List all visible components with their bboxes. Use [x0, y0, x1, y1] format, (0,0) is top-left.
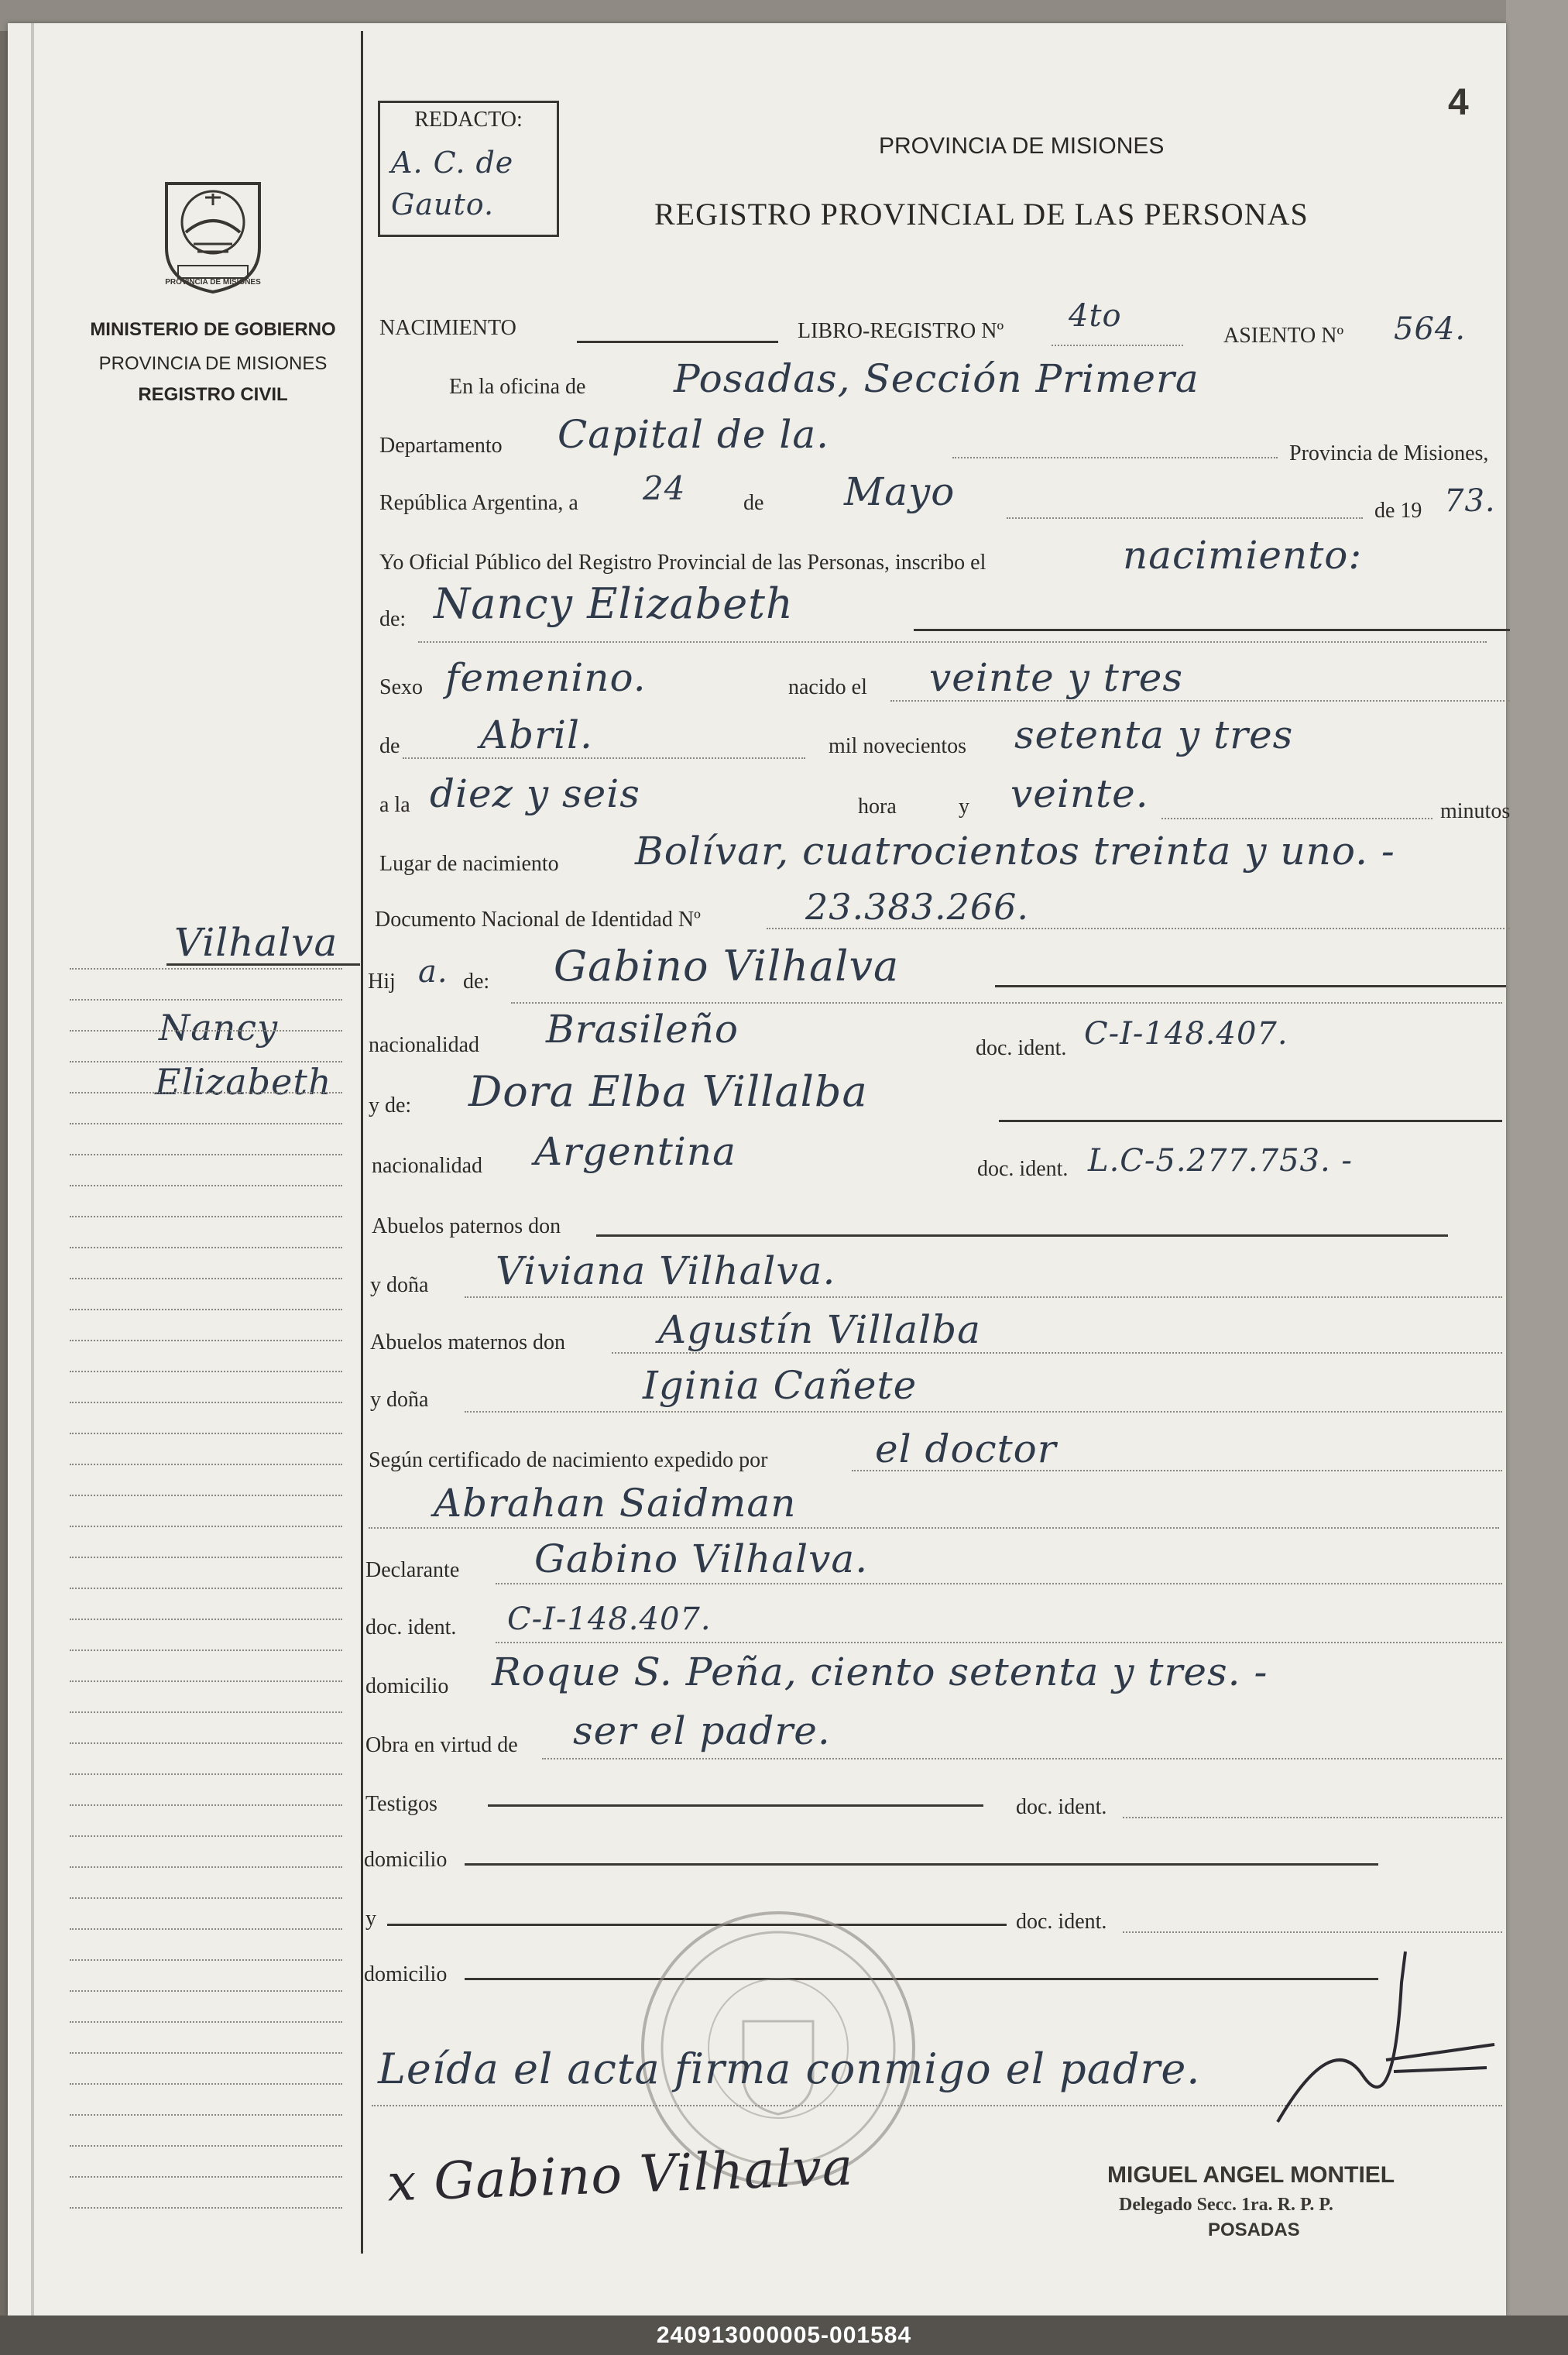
asiento-label: ASIENTO Nº: [1223, 324, 1344, 348]
margin-rule-line: [70, 1464, 342, 1465]
margin-rule-line: [70, 2021, 342, 2023]
abmat-value: Agustín Villalba: [658, 1307, 981, 1352]
yde-label: y de:: [369, 1093, 412, 1117]
margin-rule-line: [70, 1835, 342, 1837]
declarante-dots: [496, 1583, 1502, 1584]
margin-rule-line: [70, 1402, 342, 1403]
nacido-label: nacido el: [788, 675, 867, 699]
departamento-label: Departamento: [379, 434, 503, 458]
testigos-line: [488, 1804, 983, 1807]
margin-rule-line: [70, 1278, 342, 1279]
margin-rule-line: [70, 1340, 342, 1341]
dni-label: Documento Nacional de Identidad Nº: [375, 908, 701, 932]
padre-dots: [511, 1002, 1502, 1004]
doc4-label: doc. ident.: [1016, 1910, 1107, 1934]
abmat-dona-value: Iginia Cañete: [643, 1363, 918, 1408]
abmat-label: Abuelos maternos don: [370, 1330, 565, 1354]
departamento-dots: [952, 457, 1278, 458]
doc4-dots: [1123, 1931, 1502, 1933]
ala-label: a la: [379, 793, 410, 817]
margin-rule-line: [70, 2114, 342, 2116]
margin-rule-line: [70, 1371, 342, 1372]
nombre-dots: [418, 641, 1487, 643]
margin-rule-line: [70, 2176, 342, 2178]
mes2-dots: [403, 757, 805, 759]
madre-line: [999, 1120, 1502, 1122]
official-title: Delegado Secc. 1ra. R. P. P.: [1119, 2195, 1333, 2215]
docid-dots: [496, 1642, 1502, 1643]
nombre-value: Nancy Elizabeth: [434, 579, 794, 628]
margin-rule-line: [70, 1495, 342, 1496]
margin-rule-line: [70, 1433, 342, 1434]
de-label: de: [743, 491, 764, 515]
dni-dots: [767, 928, 1510, 929]
abmat-dona-dots: [465, 1411, 1502, 1413]
mil-label: mil novecientos: [829, 734, 967, 758]
anio-value: 73.: [1444, 483, 1496, 519]
mes-value: Mayo: [844, 469, 956, 514]
lugar-value: Bolívar, cuatrocientos treinta y uno. -: [635, 829, 1395, 874]
margin-rule-line: [70, 1030, 342, 1032]
margin-rule-line: [70, 1185, 342, 1186]
abpat-line: [596, 1234, 1448, 1237]
footer-identifier: 240913000005-001584: [656, 2322, 912, 2348]
mes2-value: Abril.: [480, 712, 593, 757]
margin-rule-line: [70, 1742, 342, 1744]
margin-rule-line: [70, 1680, 342, 1682]
margin-rule-line: [70, 968, 342, 970]
margin-rule-line: [70, 1804, 342, 1806]
binding-spine: [31, 23, 34, 2316]
obra-label: Obra en virtud de: [365, 1733, 518, 1757]
margin-rule-line: [70, 2052, 342, 2054]
abpat-dona-value: Viviana Vilhalva.: [496, 1248, 836, 1293]
provincia-label: Provincia de Misiones,: [1289, 441, 1489, 465]
yo-value: nacimiento:: [1123, 533, 1363, 578]
nacimiento-label: NACIMIENTO: [379, 316, 516, 340]
margin-rule-line: [70, 1711, 342, 1713]
redacto-box: [378, 101, 559, 237]
doc3-dots: [1123, 1817, 1502, 1818]
de2-label: de:: [379, 607, 407, 631]
registry-heading: REGISTRO PROVINCIAL DE LAS PERSONAS: [654, 197, 1309, 232]
domicilio3-label: domicilio: [364, 1962, 448, 1986]
declarant-signature: x Gabino Vilhalva: [386, 2137, 855, 2213]
cert-label: Según certificado de nacimiento expedido por: [369, 1448, 768, 1472]
seal-caption: PROVINCIA DE MISIONES: [165, 278, 261, 287]
mes-dots: [1007, 517, 1363, 519]
cert-value2: Abrahan Saidman: [434, 1481, 797, 1526]
nac1-value: Brasileño: [546, 1007, 739, 1052]
margin-rule-line: [70, 1959, 342, 1961]
declarante-value: Gabino Vilhalva.: [534, 1536, 869, 1581]
yo-label: Yo Oficial Público del Registro Provincial de las Personas, inscribo el: [379, 551, 986, 575]
oficina-label: En la oficina de: [449, 375, 586, 399]
margin-rule-line: [70, 1154, 342, 1155]
hora-value: diez y seis: [430, 771, 640, 816]
doc3-label: doc. ident.: [1016, 1795, 1107, 1819]
hora-label: hora: [858, 795, 897, 819]
margin-rule-line: [70, 2207, 342, 2209]
margin-given2: Elizabeth: [155, 1061, 332, 1103]
doc2-value: L.C-5.277.753. -: [1088, 1143, 1353, 1179]
oficina-value: Posadas, Sección Primera: [674, 356, 1199, 401]
province-line: PROVINCIA DE MISIONES: [98, 353, 328, 374]
padre-value: Gabino Vilhalva: [554, 942, 900, 990]
nacimiento-line: [577, 341, 778, 343]
cert-dots: [852, 1470, 1502, 1471]
dia-value: 24: [643, 469, 686, 507]
nac2-value: Argentina: [534, 1129, 736, 1174]
mil-value: setenta y tres: [1014, 712, 1294, 757]
province-heading: PROVINCIA DE MISIONES: [879, 133, 1165, 159]
margin-rule-line: [70, 1866, 342, 1868]
domicilio-value: Roque S. Peña, ciento setenta y tres. -: [492, 1650, 1268, 1694]
obra-value: ser el padre.: [573, 1708, 831, 1753]
anio-label: de 19: [1374, 499, 1422, 523]
republica-label: República Argentina, a: [379, 491, 578, 515]
redacto-value: A. C. de Gauto.: [391, 146, 514, 221]
hij-suffix: a.: [418, 954, 448, 990]
margin-rule-line: [70, 2145, 342, 2147]
lugar-label: Lugar de nacimiento: [379, 852, 559, 876]
abmat-dona-label: y doña: [370, 1388, 429, 1412]
min-dots: [1161, 818, 1432, 819]
margin-rule-line: [70, 1619, 342, 1620]
hij-de-label: de:: [463, 970, 490, 994]
closing-text: Leída el acta firma conmigo el padre.: [378, 2044, 1201, 2093]
margin-rule-line: [70, 1247, 342, 1248]
sexo-label: Sexo: [379, 675, 423, 699]
margin-rule-line: [70, 1650, 342, 1651]
margin-rule-line: [70, 2083, 342, 2085]
abpat-dona-dots: [465, 1296, 1502, 1298]
registry-line: REGISTRO CIVIL: [138, 384, 288, 405]
right-page-edge: [1506, 0, 1568, 2316]
doc2-label: doc. ident.: [977, 1157, 1069, 1181]
margin-rule-line: [70, 1526, 342, 1527]
nombre-line: [914, 629, 1510, 631]
domicilio-label: domicilio: [365, 1674, 449, 1698]
margin-rule-line: [70, 1092, 342, 1093]
margin-rule-line: [70, 1123, 342, 1124]
min-value: veinte.: [1010, 771, 1149, 816]
sexo-value: femenino.: [445, 655, 647, 700]
abpat-dona-label: y doña: [370, 1273, 429, 1297]
doc1-label: doc. ident.: [976, 1036, 1067, 1060]
ministry-line: MINISTERIO DE GOBIERNO: [90, 319, 336, 340]
domicilio3-line: [465, 1978, 1378, 1980]
nacido-value: veinte y tres: [929, 655, 1183, 700]
margin-divider: [361, 31, 363, 2254]
page-mark: 4: [1448, 82, 1469, 123]
margin-surname: Vilhalva: [174, 920, 338, 965]
libro-value: 4to: [1069, 298, 1122, 334]
docid-label: doc. ident.: [365, 1615, 457, 1639]
abpat-label: Abuelos paternos don: [372, 1214, 561, 1238]
libro-label: LIBRO-REGISTRO Nº: [798, 319, 1004, 343]
official-name: MIGUEL ANGEL MONTIEL: [1107, 2162, 1395, 2188]
nacido-dots: [890, 700, 1510, 702]
margin-rule-line: [70, 1990, 342, 1992]
obra-dots: [542, 1758, 1502, 1759]
hij-label: Hij: [368, 970, 396, 994]
docid-value: C-I-148.407.: [507, 1601, 712, 1637]
domicilio2-line: [465, 1863, 1378, 1866]
asiento-value: 564.: [1394, 311, 1467, 347]
cert2-dots: [369, 1527, 1499, 1529]
y2-label: y: [365, 1907, 376, 1931]
libro-dots: [1052, 345, 1183, 346]
margin-rule-line: [70, 999, 342, 1001]
margin-rule-line: [70, 1309, 342, 1310]
nac2-label: nacionalidad: [372, 1154, 483, 1178]
margin-rule-line: [70, 1061, 342, 1062]
testigos-label: Testigos: [365, 1792, 437, 1816]
margin-given1: Nancy: [159, 1007, 279, 1049]
nac1-label: nacionalidad: [369, 1033, 480, 1057]
margin-rule-line: [70, 1928, 342, 1930]
margin-rule-line: [70, 1216, 342, 1217]
margin-rule-line: [70, 1897, 342, 1899]
official-signature-icon: [1270, 1936, 1502, 2137]
madre-value: Dora Elba Villalba: [468, 1067, 868, 1116]
doc1-value: C-I-148.407.: [1084, 1016, 1288, 1052]
de3-label: de: [379, 734, 400, 758]
dni-value: 23.383.266.: [805, 886, 1029, 928]
margin-surname-line: [166, 963, 360, 966]
departamento-value: Capital de la.: [558, 412, 830, 457]
domicilio2-label: domicilio: [364, 1848, 448, 1872]
margin-rule-line: [70, 1588, 342, 1589]
y-label: y: [959, 795, 969, 819]
declarante-label: Declarante: [365, 1558, 460, 1582]
abmat-dots: [612, 1352, 1502, 1354]
padre-line: [995, 985, 1506, 987]
official-city: POSADAS: [1208, 2219, 1300, 2240]
margin-rule-line: [70, 1773, 342, 1775]
margin-rule-line: [70, 1557, 342, 1558]
redacto-label: REDACTO:: [414, 108, 523, 132]
minutos-label: minutos: [1440, 799, 1511, 823]
cert-value: el doctor: [875, 1426, 1057, 1471]
